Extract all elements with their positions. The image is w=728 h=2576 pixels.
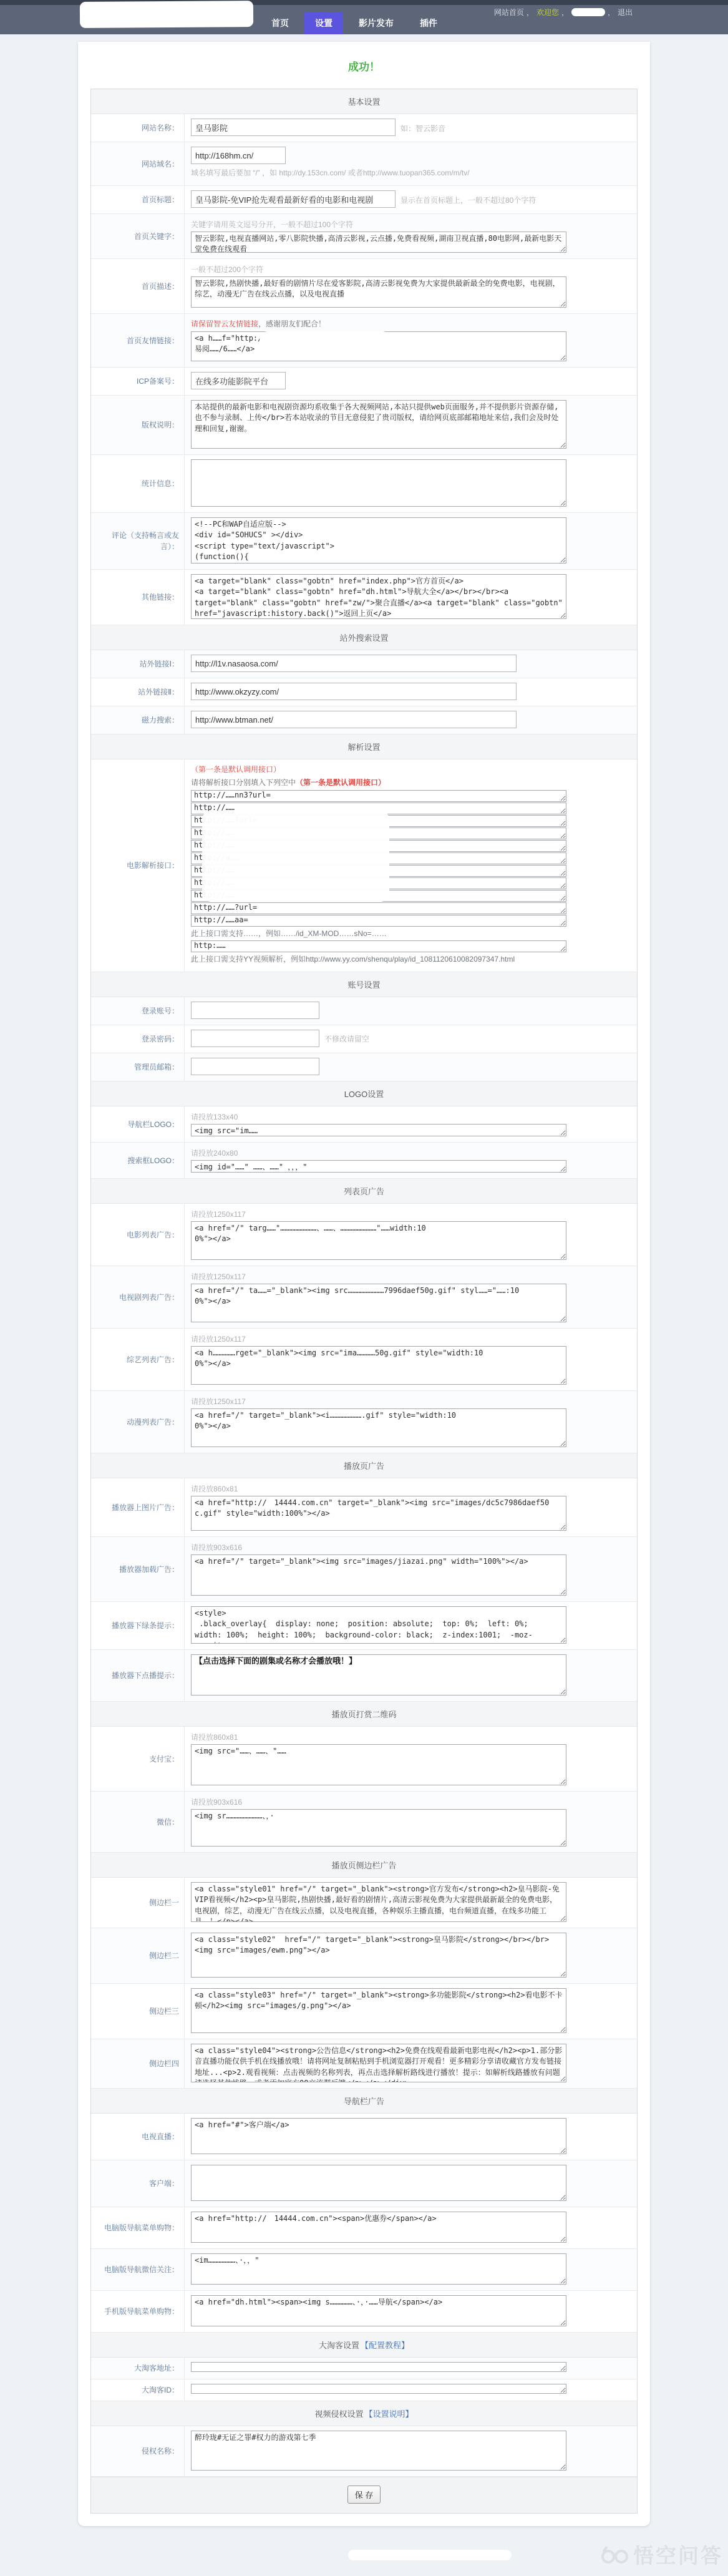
field-label: 客户端：: [91, 2160, 185, 2207]
textarea-field[interactable]: [191, 459, 566, 507]
field-label: 评论（支持畅言或友言）：: [91, 513, 185, 569]
form-row: [91, 114, 637, 142]
welcome-text: 欢迎您: [536, 8, 559, 17]
textarea-field[interactable]: [191, 276, 566, 308]
field-cell: [185, 2249, 637, 2290]
site-logo-censored: [80, 1, 253, 28]
field-hint: 请投放1250x117: [191, 1397, 246, 1406]
field-cell: [185, 142, 637, 185]
field-label: 版权说明：: [91, 396, 185, 454]
field-cell: [185, 2379, 637, 2401]
field-label: 站外链接Ⅰ：: [91, 650, 185, 678]
form-row: [91, 1928, 637, 1984]
textarea-field[interactable]: [191, 2118, 566, 2154]
field-label: 网站名称：: [91, 114, 185, 142]
form-row: [91, 2291, 637, 2333]
field-cell: [185, 2160, 637, 2207]
form-row: [91, 1025, 637, 1053]
field-hint: 请投放1250x117: [191, 1210, 246, 1219]
field-label: 首页描述：: [91, 259, 185, 313]
form-row: [91, 2426, 637, 2477]
main-nav: [261, 12, 453, 34]
field-label: 统计信息：: [91, 455, 185, 512]
section-header: [91, 734, 637, 759]
field-label: 登录密码：: [91, 1025, 185, 1053]
textarea-field[interactable]: [191, 2044, 566, 2082]
field-cell: [185, 1329, 637, 1390]
field-cell: [185, 1143, 637, 1178]
field-cell: [185, 2358, 637, 2379]
form-row: [91, 396, 637, 455]
textarea-field[interactable]: [191, 1654, 566, 1695]
textarea-field[interactable]: [191, 1496, 566, 1531]
form-row: [91, 1878, 637, 1928]
field-cell: [185, 1792, 637, 1852]
field-cell: [185, 759, 637, 972]
text-input[interactable]: [191, 147, 286, 164]
form-row: [91, 759, 637, 972]
field-cell: [185, 997, 637, 1025]
watermark-label: 悟空问答: [633, 2544, 723, 2567]
textarea-field[interactable]: [191, 1809, 566, 1847]
field-cell: [185, 1106, 637, 1142]
field-cell: [185, 314, 637, 367]
field-label: 首页关键字：: [91, 214, 185, 258]
textarea-field[interactable]: [191, 2431, 566, 2471]
textarea-field[interactable]: [191, 1221, 566, 1260]
field-cell: [185, 1025, 637, 1053]
wukong-wenda-watermark: [601, 2540, 723, 2569]
textarea-field[interactable]: [191, 2384, 566, 2394]
wukong-logo-icon: [601, 2544, 629, 2565]
field-label: 电影列表广告：: [91, 1204, 185, 1266]
form-row: [91, 570, 637, 625]
field-label: 播放器加载广告：: [91, 1537, 185, 1601]
field-cell: [185, 259, 637, 313]
field-cell: [185, 2039, 637, 2088]
form-row: [91, 1727, 637, 1792]
field-hint: 请投放903x616: [191, 1798, 243, 1807]
success-message: 成功！: [348, 61, 380, 73]
textarea-field[interactable]: [191, 1933, 566, 1978]
textarea-field[interactable]: [191, 1408, 566, 1447]
section-title: 账号设置: [347, 980, 381, 990]
field-label: 侧边栏四: [91, 2039, 185, 2088]
field-hint: 请投放860x81: [191, 1485, 238, 1493]
text-input[interactable]: [191, 1030, 319, 1047]
field-cell: [185, 2114, 637, 2160]
form-row: [91, 1053, 637, 1081]
field-label: 支付宝：: [91, 1727, 185, 1791]
parse-api-input[interactable]: [191, 915, 566, 927]
textarea-field[interactable]: [191, 1554, 566, 1596]
section-title: LOGO设置: [344, 1090, 384, 1099]
text-input[interactable]: [191, 1058, 319, 1075]
field-cell: [185, 1650, 637, 1701]
section-title: 播放页广告: [343, 1461, 384, 1471]
logout-link[interactable]: 退出: [617, 8, 633, 17]
field-cell: [185, 1928, 637, 1983]
form-row: [91, 1204, 637, 1266]
nav-settings[interactable]: 设置: [304, 12, 343, 34]
censored-content: [260, 331, 391, 348]
section-title: 站外搜索设置: [339, 633, 389, 643]
censored-content: [202, 811, 389, 902]
parse-api-note: 此上接口需支持……，例如……/id_XM-MOD……sNo=……: [191, 929, 387, 938]
section-header: [91, 2333, 637, 2358]
form-row: [91, 2249, 637, 2291]
form-row: [91, 2207, 637, 2249]
textarea-field[interactable]: [191, 2362, 566, 2372]
field-cell: [185, 678, 637, 706]
separator: ，: [607, 8, 615, 17]
field-label: 大淘客ID：: [91, 2379, 185, 2401]
textarea-field[interactable]: [191, 1124, 566, 1136]
field-label: 综艺列表广告：: [91, 1329, 185, 1390]
form-row: [91, 997, 637, 1025]
field-label: 大淘客地址：: [91, 2358, 185, 2379]
section-title: 播放页侧边栏广告: [331, 1861, 397, 1870]
field-cell: [185, 455, 637, 512]
nav-movie-publish[interactable]: 影片发布: [359, 18, 394, 28]
page-footer-area: [0, 2526, 728, 2576]
censored-footer-text: [348, 2550, 512, 2560]
form-row: [91, 1391, 637, 1453]
section-header: [91, 1179, 637, 1204]
form-row: [91, 2379, 637, 2401]
field-cell: [185, 1537, 637, 1601]
field-label: 其他链接：: [91, 570, 185, 625]
field-hint: 域名填写最后要加 “/” ，如 http://dy.153cn.com/ 或者http://www.tuopan365.com/m/tv/: [191, 168, 470, 177]
field-label: 管理员邮箱：: [91, 1053, 185, 1081]
field-hint: 请投放1250x117: [191, 1335, 246, 1344]
form-row: [91, 1478, 637, 1537]
form-row: [91, 1266, 637, 1329]
field-label: 侧边栏二: [91, 1928, 185, 1983]
field-label: 首页友情链接：: [91, 314, 185, 367]
field-hint: 请投放240x80: [191, 1149, 238, 1158]
field-cell: [185, 2207, 637, 2248]
field-cell: [185, 1878, 637, 1928]
header: [0, 5, 728, 34]
form-row: [91, 314, 637, 368]
form-row: [91, 2160, 637, 2207]
parse-api-hint: 请将解析接口分别填入下列空中（第一条是默认调用接口）: [191, 778, 386, 787]
field-label: 侵权名称：: [91, 2426, 185, 2476]
textarea-field[interactable]: [191, 2212, 566, 2243]
field-hint: 不修改请留空: [324, 1034, 370, 1043]
field-label: ICP备案号：: [91, 368, 185, 395]
separator: ，: [526, 8, 534, 17]
section-title: 大淘客设置: [318, 2341, 359, 2350]
section-help-link[interactable]: 【设置说明】: [364, 2409, 414, 2419]
form-row: [91, 513, 637, 570]
form-row: [91, 368, 637, 396]
home-link[interactable]: 网站首页: [493, 8, 524, 17]
form-row: [91, 1329, 637, 1391]
section-header: [91, 1081, 637, 1106]
text-input[interactable]: [191, 711, 517, 728]
section-header: [91, 1702, 637, 1727]
welcome-bar: [494, 7, 633, 17]
field-cell: [185, 1391, 637, 1453]
textarea-field[interactable]: [191, 1988, 566, 2033]
form-row: [91, 1537, 637, 1602]
form-row: [91, 2358, 637, 2379]
field-hint: 请投放860x81: [191, 1733, 238, 1742]
field-hint: 如：智云影音: [400, 124, 446, 133]
field-cell: [185, 1478, 637, 1536]
field-cell: [185, 1727, 637, 1791]
section-title: 列表页广告: [343, 1187, 384, 1196]
section-header: [91, 89, 637, 114]
field-hint: 显示在首页标题上，一般不超过80个字符: [400, 195, 536, 205]
field-label: 侧边栏三: [91, 1984, 185, 2039]
field-label: 微信：: [91, 1792, 185, 1852]
field-label: 站外链接Ⅱ：: [91, 678, 185, 706]
form-row: [91, 2114, 637, 2160]
textarea-field[interactable]: [191, 1160, 566, 1173]
form-row: [91, 455, 637, 513]
section-title: 解析设置: [347, 743, 381, 752]
field-hint: 请投放903x616: [191, 1543, 243, 1552]
form-row: [91, 142, 637, 186]
field-label: 电脑版导航微信关注：: [91, 2249, 185, 2290]
settings-card: [78, 42, 650, 2526]
form-row: [91, 706, 637, 734]
form-row: [91, 1602, 637, 1650]
form-row: [91, 678, 637, 706]
field-hint: 一般不超过200个字符: [191, 265, 264, 274]
field-cell: [185, 1984, 637, 2039]
field-label: 导航栏LOGO：: [91, 1106, 185, 1142]
field-cell: [185, 570, 637, 625]
section-title: 基本设置: [347, 97, 381, 107]
field-label: 电影解析接口：: [91, 759, 185, 972]
field-cell: [185, 2426, 637, 2476]
field-hint: 关键字请用英文逗号分开，一般不超过100个字符: [191, 220, 354, 229]
section-title: 导航栏广告: [343, 2097, 384, 2106]
form-row: [91, 214, 637, 259]
form-row: [91, 1106, 637, 1143]
username-censored: [571, 8, 605, 16]
text-input[interactable]: [191, 683, 517, 700]
field-label: 搜索框LOGO：: [91, 1143, 185, 1178]
textarea-field[interactable]: [191, 1606, 566, 1644]
field-cell: [185, 1053, 637, 1081]
field-cell: [185, 513, 637, 569]
textarea-field[interactable]: [191, 232, 566, 253]
field-label: 电视剧列表广告：: [91, 1266, 185, 1328]
text-input[interactable]: [191, 372, 286, 389]
settings-table: [90, 89, 638, 2477]
section-help-link[interactable]: 【配置教程】: [361, 2341, 410, 2350]
field-cell: [185, 2291, 637, 2332]
field-cell: [185, 706, 637, 734]
field-label: 电视直播：: [91, 2114, 185, 2160]
field-cell: [185, 1602, 637, 1649]
save-row: [90, 2477, 638, 2514]
form-row: [91, 650, 637, 678]
field-label: 播放器下点播提示：: [91, 1650, 185, 1701]
text-input[interactable]: [191, 119, 396, 136]
field-label: 播放器下绿条提示：: [91, 1602, 185, 1649]
field-label: 电脑版导航菜单购物：: [91, 2207, 185, 2248]
text-input[interactable]: [191, 655, 517, 672]
field-label: 登录账号：: [91, 997, 185, 1025]
parse-api-input[interactable]: [191, 902, 566, 914]
section-title: 播放页打赏二维码: [331, 1710, 397, 1719]
textarea-field[interactable]: [191, 1744, 566, 1785]
field-label: 首页标题：: [91, 186, 185, 213]
field-hint: 请投放133x40: [191, 1113, 238, 1121]
field-label: 磁力搜索：: [91, 706, 185, 734]
textarea-field[interactable]: [191, 1882, 566, 1922]
form-row: [91, 1650, 637, 1702]
nav-plugins[interactable]: 插件: [420, 18, 437, 28]
field-label: 播放器上图片广告：: [91, 1478, 185, 1536]
form-row: [91, 1984, 637, 2039]
section-header: [91, 1453, 637, 1478]
parse-api-note-yy: 此上接口需支持YY视频解析，例如http://www.yy.com/shenqu/play/id_1081120610082097347.html: [191, 955, 515, 964]
textarea-field[interactable]: [191, 1284, 566, 1322]
field-hint: 请投放1250x117: [191, 1272, 246, 1281]
field-cell: [185, 396, 637, 454]
form-row: [91, 259, 637, 314]
section-header: [91, 625, 637, 650]
section-header: [91, 1853, 637, 1878]
parse-api-input-yy[interactable]: [191, 940, 566, 952]
form-row: [91, 1143, 637, 1179]
textarea-field[interactable]: [191, 2253, 566, 2285]
form-row: [91, 2039, 637, 2089]
field-label: 动漫列表广告：: [91, 1391, 185, 1453]
text-input[interactable]: [191, 190, 396, 208]
field-cell: [185, 186, 637, 213]
save-button[interactable]: 保 存: [347, 2486, 381, 2504]
field-cell: [185, 1204, 637, 1266]
textarea-field[interactable]: [191, 2295, 566, 2326]
textarea-field[interactable]: [191, 574, 566, 619]
parse-api-input[interactable]: [191, 790, 566, 802]
nav-home[interactable]: 首页: [271, 18, 289, 28]
section-header: [91, 2401, 637, 2426]
section-header: [91, 972, 637, 997]
field-cell: [185, 368, 637, 395]
field-label: 网站域名：: [91, 142, 185, 185]
field-label: 侧边栏一: [91, 1878, 185, 1928]
section-header: [91, 2089, 637, 2114]
keep-link-warning: （第一条是默认调用接口）: [191, 765, 281, 774]
text-input[interactable]: [191, 1002, 319, 1019]
field-cell: [185, 650, 637, 678]
textarea-field[interactable]: [191, 400, 566, 449]
field-label: 手机版导航菜单购物：: [91, 2291, 185, 2332]
form-row: [91, 1792, 637, 1853]
separator: ，: [561, 8, 569, 17]
textarea-field[interactable]: [191, 2165, 566, 2201]
textarea-field[interactable]: [191, 1346, 566, 1385]
field-cell: [185, 214, 637, 258]
section-title: 视频侵权设置: [314, 2409, 364, 2419]
textarea-field[interactable]: [191, 517, 566, 564]
form-row: [91, 186, 637, 214]
keep-link-warning: 请保留智云友情链接，感谢朋友们配合！: [191, 320, 326, 328]
field-cell: [185, 1266, 637, 1328]
field-cell: [185, 114, 637, 142]
